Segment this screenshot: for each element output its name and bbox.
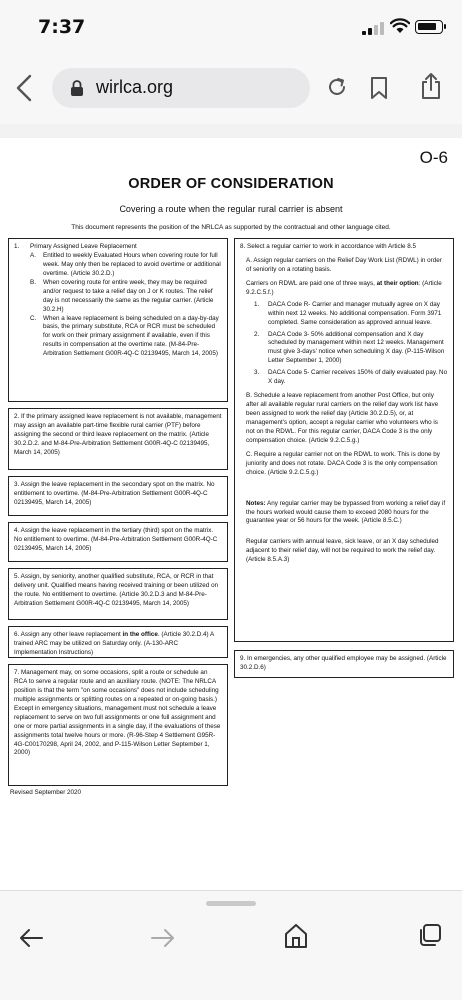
item-5-box xyxy=(8,568,228,620)
option-number: 2. xyxy=(254,330,260,338)
option-number: 3. xyxy=(254,369,260,377)
cellular-signal-icon xyxy=(362,21,384,35)
share-icon[interactable] xyxy=(420,72,442,100)
item-8b-text: B. Schedule a leave replacement from another Post Office, but only after all available regular rural carriers on the relief day work list have been assigned to work the relief day (Article 30.2.D.5), or, at management's option, accept a regular carrier who volunteers who is not on the RDWL. For this regular carrier, DACA Code 3 is the only compensation choice. (Article 9.2.C.5.g.) xyxy=(246,392,439,444)
status-bar xyxy=(0,0,462,54)
item-text: 4. Assign the leave replacement in the tertiary (third) spot on the matrix. No entitlement to overtime. (M-84-Pre-Arbitration Settlement G00R-4Q-C 02139495, March 14, 2005) xyxy=(14,527,218,552)
option-text: DACA Code 3- 50% additional compensation and X day scheduled by management within next 12 weeks. Management must give 3-days' notice when scheduling X day. (P-115-Wilson Letter September 1, 2000) xyxy=(268,330,445,365)
form-id: O-6 xyxy=(419,148,448,167)
item-2-box xyxy=(8,408,228,470)
item-4-box xyxy=(8,522,228,562)
notes-text: Notes: Any regular carrier may be bypassed from working a relief day if the hours worked would cause them to exceed 2080 hours for the guarantee year or 56 hours for the week. (Article 8.5.C.) xyxy=(246,499,446,525)
battery-icon xyxy=(415,20,443,34)
option-number: 1. xyxy=(254,300,260,308)
arrow-right-icon[interactable] xyxy=(150,927,176,949)
chevron-left-icon[interactable] xyxy=(14,74,36,102)
sub-label: C. xyxy=(30,314,37,322)
item-text: 9. In emergencies, any other qualified employee may be assigned. (Article 30.2.D.6) xyxy=(240,655,447,671)
item-heading: Primary Assigned Leave Replacement xyxy=(30,243,137,250)
bookmark-icon[interactable] xyxy=(370,76,388,100)
item-6-box xyxy=(8,626,228,658)
browser-toolbar xyxy=(0,54,462,124)
item-number: 1. xyxy=(14,243,20,250)
document-subtitle: Covering a route when the regular rural carrier is absent xyxy=(119,204,343,214)
wifi-icon xyxy=(390,18,410,34)
option-text: DACA Code 5- Carrier receives 150% of daily evaluated pay. No X day. xyxy=(268,369,448,386)
leave-text: Regular carriers with annual leave, sick leave, or an X day scheduled adjacent to their relief day, will not be required to work the relief day. (Article 8.5.A.3) xyxy=(246,538,439,564)
lock-icon xyxy=(70,79,84,97)
arrow-left-icon[interactable] xyxy=(18,927,44,949)
item-3-box xyxy=(8,476,228,516)
item-heading: 8. Select a regular carrier to work in accordance with Article 8.5 xyxy=(240,243,417,250)
home-icon[interactable] xyxy=(284,923,308,949)
item-text: 7. Management may, on some occasions, split a route or schedule an RCA to serve a regular route and an auxiliary route. (NOTE: The NRLCA position is that the term "on some occasions" does not include scheduling multiple assignments or splitting routes on a repeated or on-going basis.) Except in emergency situations, management must not schedule a leave replacement to serve on two full assignments or one full assignment and one or more partial assignments in a single day, if the evaluations of these assignments total twelve hours or more. (R-96-Step 4 Settlement G95R-4G-C00170298, April 24, 2002, and P-115-Wilson Letter September 1, 2000) xyxy=(14,669,221,757)
sub-label: A. xyxy=(30,251,36,259)
status-time: 7:37 xyxy=(38,16,86,38)
document-title: ORDER OF CONSIDERATION xyxy=(128,176,334,192)
sub-text: When covering route for entire week, they may be required and/or request to take a relief day on J or K routes. The relief day is not necessarily the same as the regular carrier. (Article 30.2.H) xyxy=(43,278,214,313)
url-text: wirlca.org xyxy=(96,77,174,97)
item-1-box xyxy=(8,238,228,402)
item-8a-text: A. Assign regular carriers on the Relief Day Work List (RDWL) in order of seniority on a rotating basis. xyxy=(246,256,442,273)
item-9-box xyxy=(234,650,454,678)
address-bar[interactable] xyxy=(52,68,310,108)
pay-options-text: Carriers on RDWL are paid one of three ways, at their option: (Article 9.2.C.5.f.) xyxy=(246,279,442,296)
sub-text: When a leave replacement is being scheduled on a day-by-day basis, the primary substitute, RCA or RCR must be scheduled for work on their primary assignment if available, even if this results in compensation at the overtime rate. (M-84-Pre-Arbitration Settlement G00R-4Q-C 02139495, March 14, 2005) xyxy=(43,314,219,358)
option-text: DACA Code R- Carrier and manager mutually agree on X day within next 12 weeks. No additional compensation. Form 3971 completed. Same consideration as approved annual leave. xyxy=(268,300,442,326)
reload-icon[interactable] xyxy=(326,76,348,98)
bottom-toolbar xyxy=(0,890,462,1000)
item-8c-text: C. Require a regular carrier not on the RDWL to work. This is done by juniority and does not rotate. DACA Code 3 is the only compensation choice. (Article 9.2.C.5.g.) xyxy=(246,450,440,476)
sub-label: B. xyxy=(30,278,36,286)
sub-text: Entitled to weekly Evaluated Hours when covering route for full week. May only then be replaced to avoid overtime or additional overtime. (Article 30.2.D.) xyxy=(43,251,221,277)
item-text: 6. Assign any other leave replacement in the office. (Article 30.2.D.4) A trained ARC may be utilized on Saturday only. (A-130-ARC Implementation Instructions) xyxy=(14,631,214,656)
sheet-grabber[interactable] xyxy=(206,901,256,906)
item-text: 5. Assign, by seniority, another qualified substitute, RCA, or RCR in that delivery unit. Qualified means having received training or been utilized on the route. No entitlement to overtime. (Article 30.2.D.3 and M-84-Pre-Arbitration Settlement G00R-4Q-C 02139495, March 14, 2005) xyxy=(14,573,219,607)
revision-date: Revised September 2020 xyxy=(10,789,82,796)
item-7-box xyxy=(8,664,228,786)
document-page xyxy=(0,138,462,890)
item-text: 2. If the primary assigned leave replacement is not available, management may assign an available part-time flexible rural carrier (PTF) before assigning the second or third leave replacement on the matrix. (Article 30.2.D.2. and M-84-Pre-Arbitration Settlement G00R-4Q-C 02139495, March 14, 2005) xyxy=(14,413,222,456)
item-text: 3. Assign the leave replacement in the secondary spot on the matrix. No entitlement to overtime. (M-84-Pre-Arbitration Settlement G00R-4Q-C 02139495, March 14, 2005) xyxy=(14,481,215,506)
tabs-icon[interactable] xyxy=(418,923,442,947)
item-8-box xyxy=(234,238,454,642)
document-intro: This document represents the position of the NRLCA as supported by the contractual and other language cited. xyxy=(71,224,391,231)
